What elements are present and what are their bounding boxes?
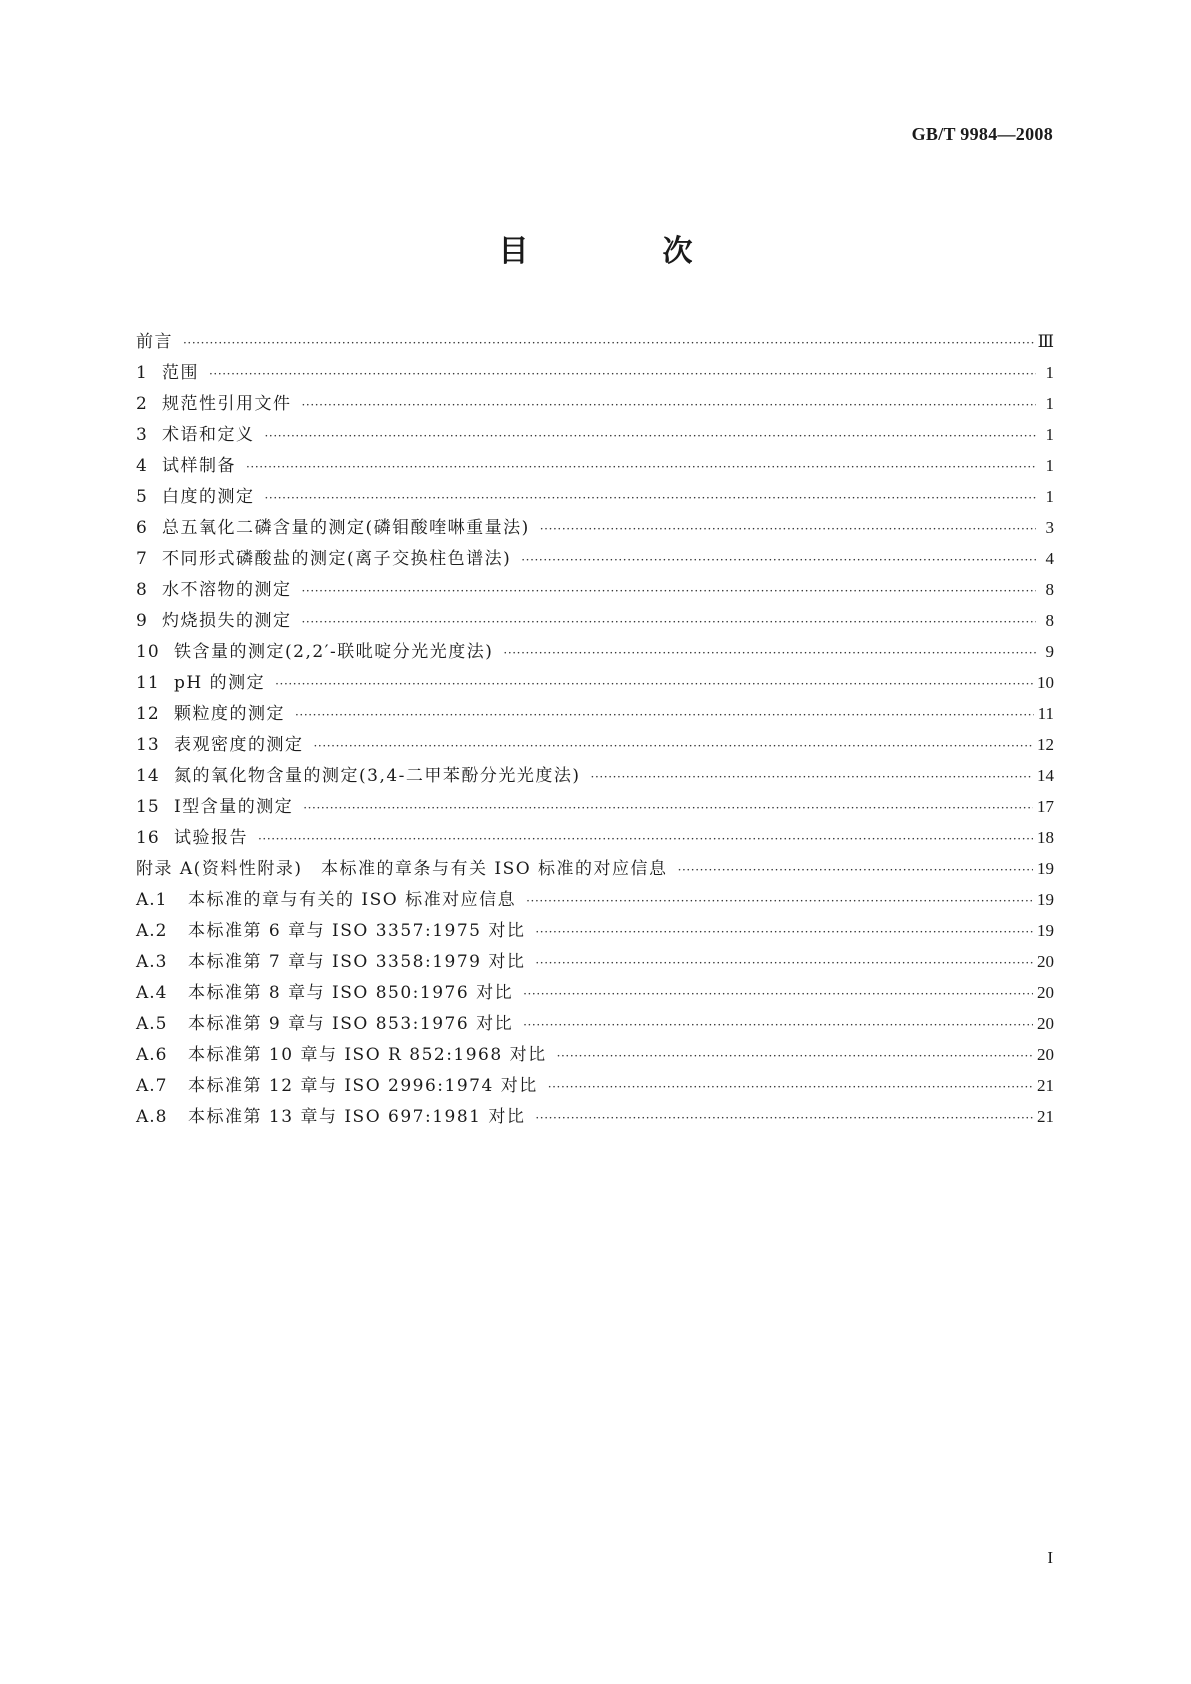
toc-entry[interactable]: [136, 513, 1054, 544]
toc-entry-page: 10: [1037, 673, 1054, 692]
toc-entry-page: 8: [1045, 580, 1054, 599]
toc-entry[interactable]: [136, 482, 1054, 513]
toc-entry-number: A.5: [136, 1014, 168, 1034]
toc-entry-page: 19: [1037, 890, 1054, 909]
toc-entry[interactable]: [136, 575, 1054, 606]
dot-leader: [523, 987, 1033, 1001]
dot-leader: [303, 801, 1033, 815]
toc-entry-page: 19: [1037, 859, 1054, 878]
toc-entry-number: 14: [136, 766, 160, 786]
toc-entry[interactable]: [136, 1102, 1054, 1133]
dot-leader: [591, 770, 1033, 784]
toc-entry-label: 本标准第 10 章与 ISO R 852:1968 对比: [188, 1045, 547, 1065]
toc-entry-page: 14: [1037, 766, 1054, 785]
toc-entry-page: 1: [1045, 394, 1054, 413]
dot-leader: [540, 522, 1036, 536]
toc-entry-number: A.2: [136, 921, 168, 941]
toc-entry-page: 19: [1037, 921, 1054, 940]
toc-entry-page: 4: [1045, 549, 1054, 568]
dot-leader: [535, 925, 1033, 939]
dot-leader: [535, 956, 1033, 970]
toc-entry-label: 本标准的章与有关的 ISO 标准对应信息: [188, 890, 517, 910]
page-title: 目 次: [498, 234, 745, 269]
toc-entry-page: 8: [1045, 611, 1054, 630]
toc-entry[interactable]: [136, 947, 1054, 978]
toc-entry-page: 1: [1045, 487, 1054, 506]
dot-leader: [503, 646, 1036, 660]
toc-entry[interactable]: [136, 544, 1054, 575]
dot-leader: [521, 553, 1036, 567]
toc-entry-page: 20: [1037, 1045, 1054, 1064]
toc-entry-page: 1: [1045, 425, 1054, 444]
toc-entry-number: A.6: [136, 1045, 168, 1065]
toc-entry[interactable]: [136, 916, 1054, 947]
dot-leader: [258, 832, 1033, 846]
toc-entry[interactable]: [136, 699, 1054, 730]
dot-leader: [535, 1111, 1033, 1125]
toc-entry-page: 20: [1037, 1014, 1054, 1033]
dot-leader: [246, 460, 1036, 474]
toc-entry-label: 术语和定义: [162, 425, 255, 445]
toc-entry-number: A.4: [136, 983, 168, 1003]
toc-entry-number: 13: [136, 735, 160, 755]
toc-entry-number: 11: [136, 673, 160, 693]
toc-entry-label: 本标准第 12 章与 ISO 2996:1974 对比: [188, 1076, 538, 1096]
dot-leader: [302, 615, 1037, 629]
toc-entry-number: 1: [136, 363, 148, 383]
toc-entry-number: 16: [136, 828, 160, 848]
toc-entry-page: 20: [1037, 983, 1054, 1002]
toc-entry[interactable]: [136, 978, 1054, 1009]
toc-entry-label: 灼烧损失的测定: [162, 611, 292, 631]
dot-leader: [209, 367, 1036, 381]
toc-entry-label: 附录 A(资料性附录) 本标准的章条与有关 ISO 标准的对应信息: [136, 859, 668, 879]
toc-entry-label: 总五氧化二磷含量的测定(磷钼酸喹啉重量法): [162, 518, 530, 538]
toc-entry-page: 9: [1045, 642, 1054, 661]
dot-leader: [523, 1018, 1033, 1032]
dot-leader: [678, 863, 1033, 877]
page-number: I: [1047, 1548, 1053, 1567]
toc-entry-page: 11: [1037, 704, 1054, 723]
toc-entry[interactable]: [136, 761, 1054, 792]
toc-entry-number: 10: [136, 642, 160, 662]
toc-entry[interactable]: [136, 1009, 1054, 1040]
toc-entry-label: 试验报告: [174, 828, 248, 848]
dot-leader: [183, 336, 1034, 350]
toc-entry-label: 表观密度的测定: [174, 735, 304, 755]
toc-entry-label: 本标准第 7 章与 ISO 3358:1979 对比: [188, 952, 526, 972]
dot-leader: [548, 1080, 1033, 1094]
toc-entry-label: 铁含量的测定(2,2′-联吡啶分光光度法): [174, 642, 494, 662]
dot-leader: [302, 398, 1037, 412]
dot-leader: [557, 1049, 1033, 1063]
toc-entry-number: A.7: [136, 1076, 168, 1096]
toc-entry[interactable]: [136, 668, 1054, 699]
toc-entry-label: pH 的测定: [174, 673, 266, 693]
toc-entry-label: 不同形式磷酸盐的测定(离子交换柱色谱法): [162, 549, 512, 569]
toc-entry-label: 试样制备: [162, 456, 236, 476]
toc-entry-number: 2: [136, 394, 148, 414]
toc-entry-number: 6: [136, 518, 148, 538]
toc-entry-label: 氮的氧化物含量的测定(3,4-二甲苯酚分光光度法): [174, 766, 581, 786]
dot-leader: [302, 584, 1037, 598]
toc-entry-label: 本标准第 13 章与 ISO 697:1981 对比: [188, 1107, 526, 1127]
toc-entry-page: 12: [1037, 735, 1054, 754]
toc-entry-number: A.3: [136, 952, 168, 972]
toc-entry[interactable]: [136, 823, 1054, 854]
toc-entry-page: 18: [1037, 828, 1054, 847]
toc-entry-page: Ⅲ: [1037, 332, 1054, 351]
toc-entry-label: 水不溶物的测定: [162, 580, 292, 600]
toc-entry-page: 21: [1037, 1107, 1054, 1126]
toc-entry[interactable]: [136, 637, 1054, 668]
toc-entry-page: 1: [1045, 456, 1054, 475]
dot-leader: [526, 894, 1033, 908]
toc-entry-number: 9: [136, 611, 148, 631]
toc-entry-label: Ⅰ型含量的测定: [174, 797, 294, 817]
toc-entry-number: 4: [136, 456, 148, 476]
toc-entry-label: 本标准第 8 章与 ISO 850:1976 对比: [188, 983, 514, 1003]
toc-entry-label: 范围: [162, 363, 199, 383]
toc-entry-number: A.1: [136, 890, 168, 910]
toc-entry[interactable]: [136, 730, 1054, 761]
toc-entry-number: 12: [136, 704, 160, 724]
toc-entry-label: 前言: [136, 332, 173, 352]
toc-entry-number: 5: [136, 487, 148, 507]
toc-entry[interactable]: [136, 1071, 1054, 1102]
toc-entry-page: 3: [1045, 518, 1054, 537]
toc-entry-page: 1: [1045, 363, 1054, 382]
toc-entry-label: 规范性引用文件: [162, 394, 292, 414]
toc-entry-page: 21: [1037, 1076, 1054, 1095]
standard-code: GB/T 9984—2008: [911, 124, 1053, 144]
toc-entry[interactable]: [136, 327, 1054, 358]
toc-entry-number: 15: [136, 797, 160, 817]
toc-entry-label: 颗粒度的测定: [174, 704, 285, 724]
toc-entry[interactable]: [136, 358, 1054, 389]
dot-leader: [314, 739, 1034, 753]
toc-entry[interactable]: [136, 885, 1054, 916]
dot-leader: [295, 708, 1034, 722]
toc-entry-label: 本标准第 6 章与 ISO 3357:1975 对比: [188, 921, 526, 941]
toc-entry-number: 8: [136, 580, 148, 600]
toc-entry-page: 20: [1037, 952, 1054, 971]
dot-leader: [265, 429, 1037, 443]
toc-entry[interactable]: [136, 792, 1054, 823]
toc-entry-label: 白度的测定: [162, 487, 255, 507]
toc-entry-label: 本标准第 9 章与 ISO 853:1976 对比: [188, 1014, 514, 1034]
toc-entry[interactable]: [136, 389, 1054, 420]
dot-leader: [265, 491, 1037, 505]
toc-entry-number: A.8: [136, 1107, 168, 1127]
toc-entry[interactable]: [136, 606, 1054, 637]
toc-entry-page: 17: [1037, 797, 1054, 816]
toc-entry-number: 3: [136, 425, 148, 445]
toc-entry-number: 7: [136, 549, 148, 569]
toc-entry[interactable]: [136, 420, 1054, 451]
toc-entry[interactable]: [136, 854, 1054, 885]
toc-entry[interactable]: [136, 451, 1054, 482]
dot-leader: [275, 677, 1033, 691]
toc-entry[interactable]: [136, 1040, 1054, 1071]
table-of-contents: [136, 327, 1054, 1133]
